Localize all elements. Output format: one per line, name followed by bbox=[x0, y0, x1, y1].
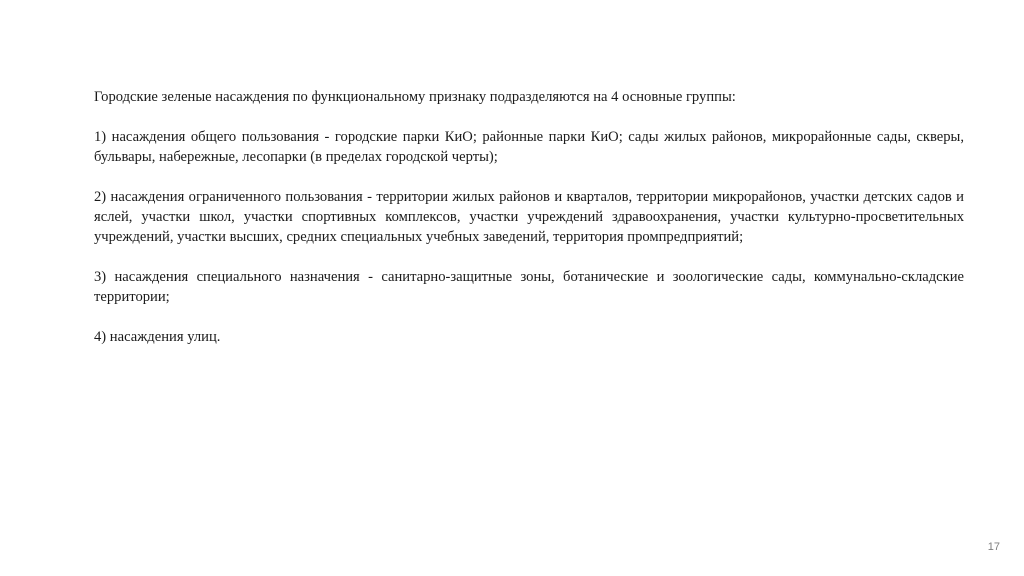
page-number: 17 bbox=[987, 541, 1000, 553]
list-item-3: 3) насаждения специального назначения - санитарно-защитные зоны, ботанические и зоологические сады, коммунально-складские территории; bbox=[94, 269, 964, 305]
intro-paragraph: Городские зеленые насаждения по функциональному признаку подразделяются на 4 основные группы: bbox=[94, 89, 736, 105]
list-item-4: 4) насаждения улиц. bbox=[94, 329, 221, 345]
list-item-2: 2) насаждения ограниченного пользования - территории жилых районов и кварталов, территории микрорайонов, участки детских садов и яслей, участки школ, участки спортивных комплексов, участки учреждений здравоохранения, участки культурно-просветительных учреждений, участки высших, средних специальных учебных заведений, территория промпредприятий; bbox=[94, 189, 964, 245]
slide-body bbox=[94, 87, 964, 367]
list-item-1: 1) насаждения общего пользования - городские парки КиО; районные парки КиО; сады жилых районов, микрорайонные сады, скверы, бульвары, набережные, лесопарки (в пределах городской черты); bbox=[94, 129, 964, 165]
